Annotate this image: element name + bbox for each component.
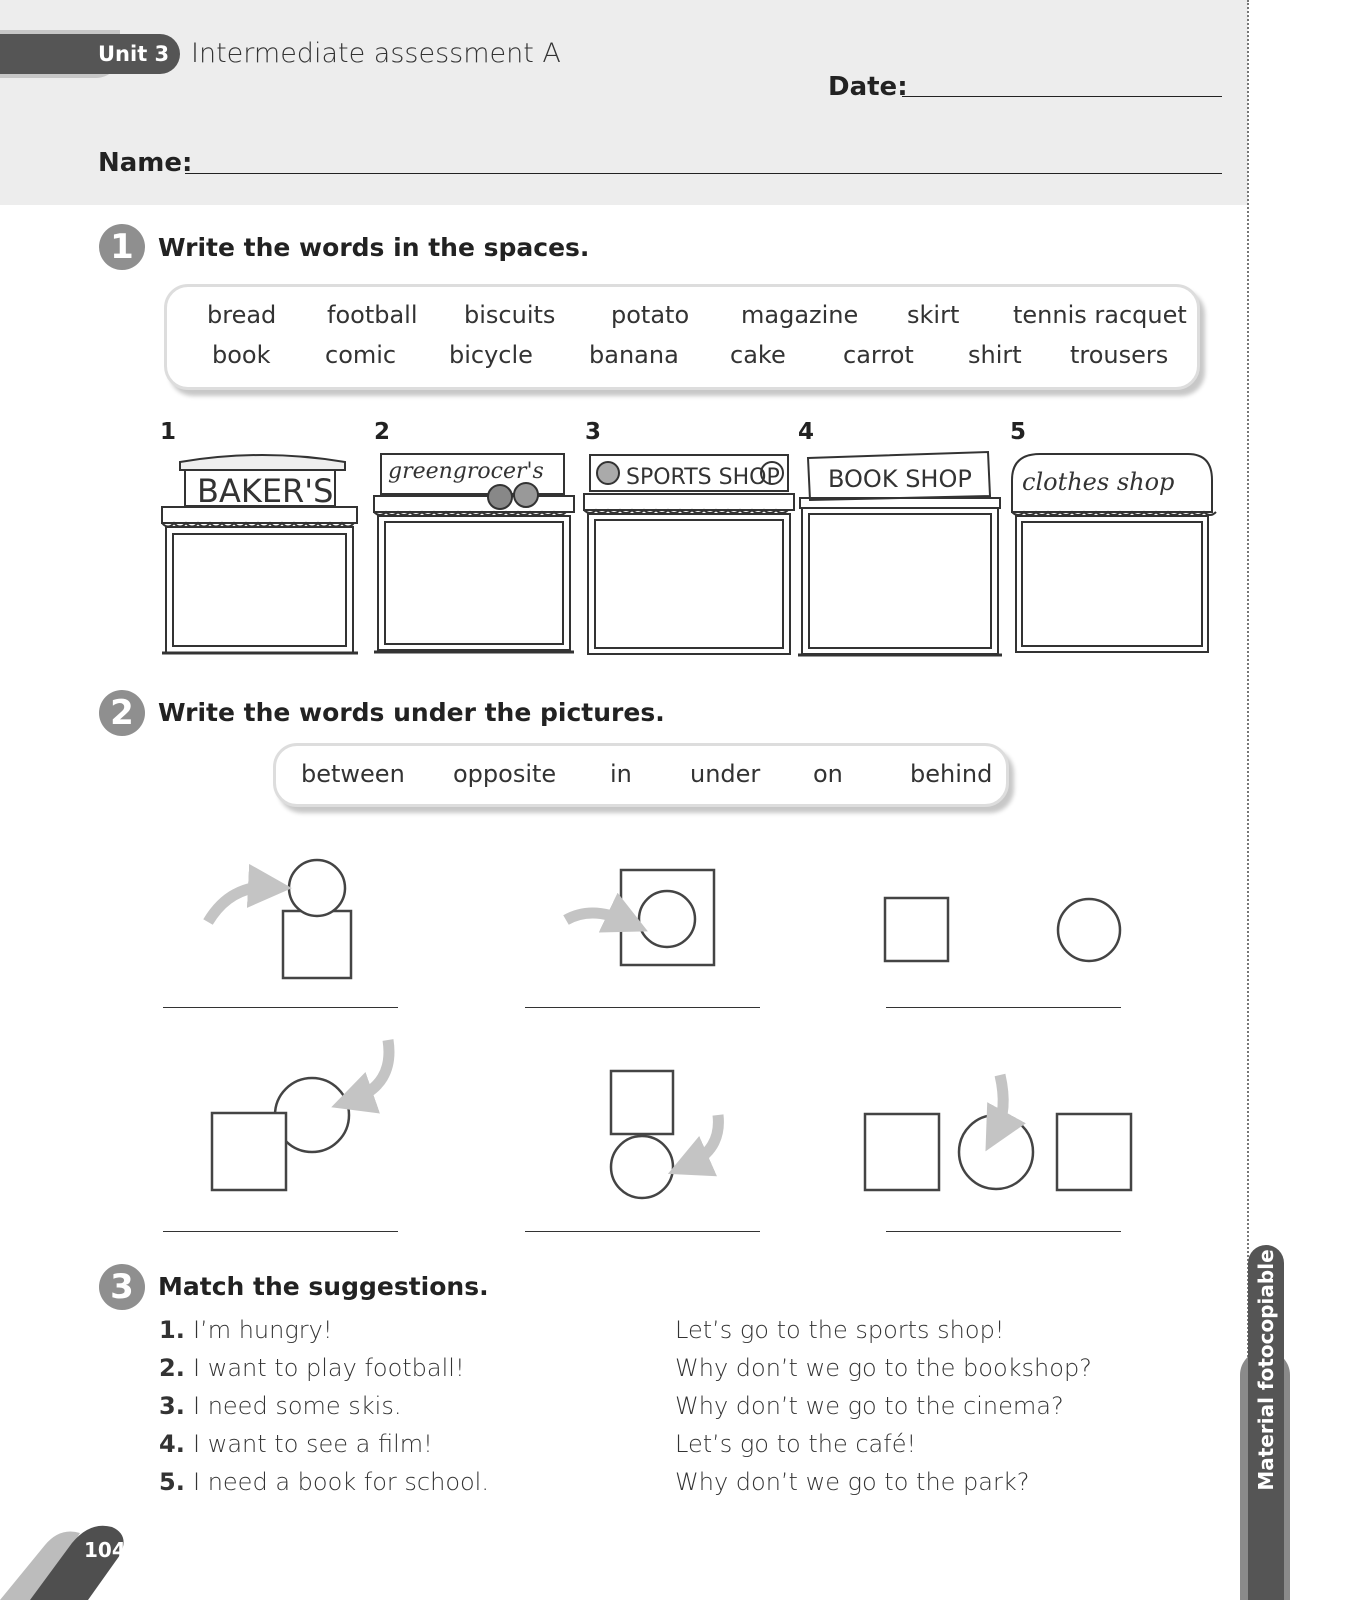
word: shirt: [968, 341, 1022, 369]
photocopiable-label: Material fotocopiable: [1254, 1249, 1278, 1491]
word: banana: [589, 341, 679, 369]
word: bicycle: [449, 341, 533, 369]
list-item: [159, 1392, 401, 1420]
unit-label: Unit 3: [98, 42, 170, 66]
exercise-3-number: 3: [99, 1264, 145, 1310]
date-label: Date:: [828, 72, 908, 102]
item-number: 4.: [159, 1430, 185, 1458]
page-number: 104: [84, 1538, 126, 1562]
item-text: I need some skis.: [193, 1392, 402, 1420]
suggestion: Why don’t we go to the cinema?: [675, 1392, 1064, 1420]
answer-line[interactable]: [525, 1231, 760, 1232]
answer-line[interactable]: [163, 1231, 398, 1232]
word: football: [327, 301, 418, 329]
shop-number: 2: [374, 419, 391, 445]
answer-line[interactable]: [886, 1231, 1121, 1232]
word: tennis racquet: [1013, 301, 1187, 329]
word: opposite: [453, 760, 557, 788]
suggestion: Let’s go to the café!: [675, 1430, 917, 1458]
suggestion: Why don’t we go to the park?: [675, 1468, 1030, 1496]
shop-sign: BAKER'S: [197, 472, 334, 510]
suggestion: Let’s go to the sports shop!: [675, 1316, 1005, 1344]
suggestion: Why don’t we go to the bookshop?: [675, 1354, 1092, 1382]
item-text: I want to play football!: [193, 1354, 465, 1382]
word: between: [301, 760, 405, 788]
picture-under: [611, 1071, 718, 1198]
exercise-3-instruction: Match the suggestions.: [158, 1272, 489, 1301]
exercise-2-number: 2: [99, 690, 145, 736]
exercise-1-number: 1: [99, 224, 145, 270]
name-label: Name:: [98, 148, 193, 178]
shop-number: 3: [585, 419, 602, 445]
word: carrot: [843, 341, 914, 369]
list-item: [159, 1354, 465, 1382]
exercise-1-instruction: Write the words in the spaces.: [158, 233, 590, 262]
shop-number: 4: [798, 419, 815, 445]
item-text: I need a book for school.: [193, 1468, 489, 1496]
shop-number: 1: [160, 419, 177, 445]
word: book: [212, 341, 271, 369]
word: cake: [730, 341, 786, 369]
word: skirt: [907, 301, 960, 329]
list-item: [159, 1430, 433, 1458]
shop-sign: SPORTS SHOP: [626, 465, 780, 490]
assessment-title: Intermediate assessment A: [191, 38, 561, 69]
item-number: 1.: [159, 1316, 185, 1344]
item-number: 3.: [159, 1392, 185, 1420]
answer-line[interactable]: [886, 1007, 1121, 1008]
word: trousers: [1070, 341, 1169, 369]
word: in: [610, 760, 632, 788]
list-item: [159, 1316, 332, 1344]
word: behind: [910, 760, 993, 788]
answer-line[interactable]: [525, 1007, 760, 1008]
item-text: I’m hungry!: [193, 1316, 333, 1344]
word: magazine: [741, 301, 859, 329]
word: comic: [325, 341, 397, 369]
word: biscuits: [464, 301, 556, 329]
picture-between: [865, 1075, 1131, 1190]
shop-sign: greengrocer's: [388, 459, 544, 484]
shop-number: 5: [1010, 419, 1027, 445]
item-number: 2.: [159, 1354, 185, 1382]
picture-on: [208, 860, 351, 978]
picture-opposite: [885, 898, 1120, 961]
word: on: [813, 760, 843, 788]
word: potato: [611, 301, 690, 329]
shop-sign: BOOK SHOP: [828, 465, 972, 493]
word: bread: [207, 301, 277, 329]
word: under: [690, 760, 761, 788]
answer-line[interactable]: [163, 1007, 398, 1008]
list-item: [159, 1468, 489, 1496]
picture-behind: [212, 1040, 389, 1190]
exercise-2-instruction: Write the words under the pictures.: [158, 698, 665, 727]
shop-sign: clothes shop: [1022, 468, 1175, 496]
item-number: 5.: [159, 1468, 185, 1496]
item-text: I want to see a film!: [193, 1430, 433, 1458]
picture-in: [566, 870, 714, 965]
